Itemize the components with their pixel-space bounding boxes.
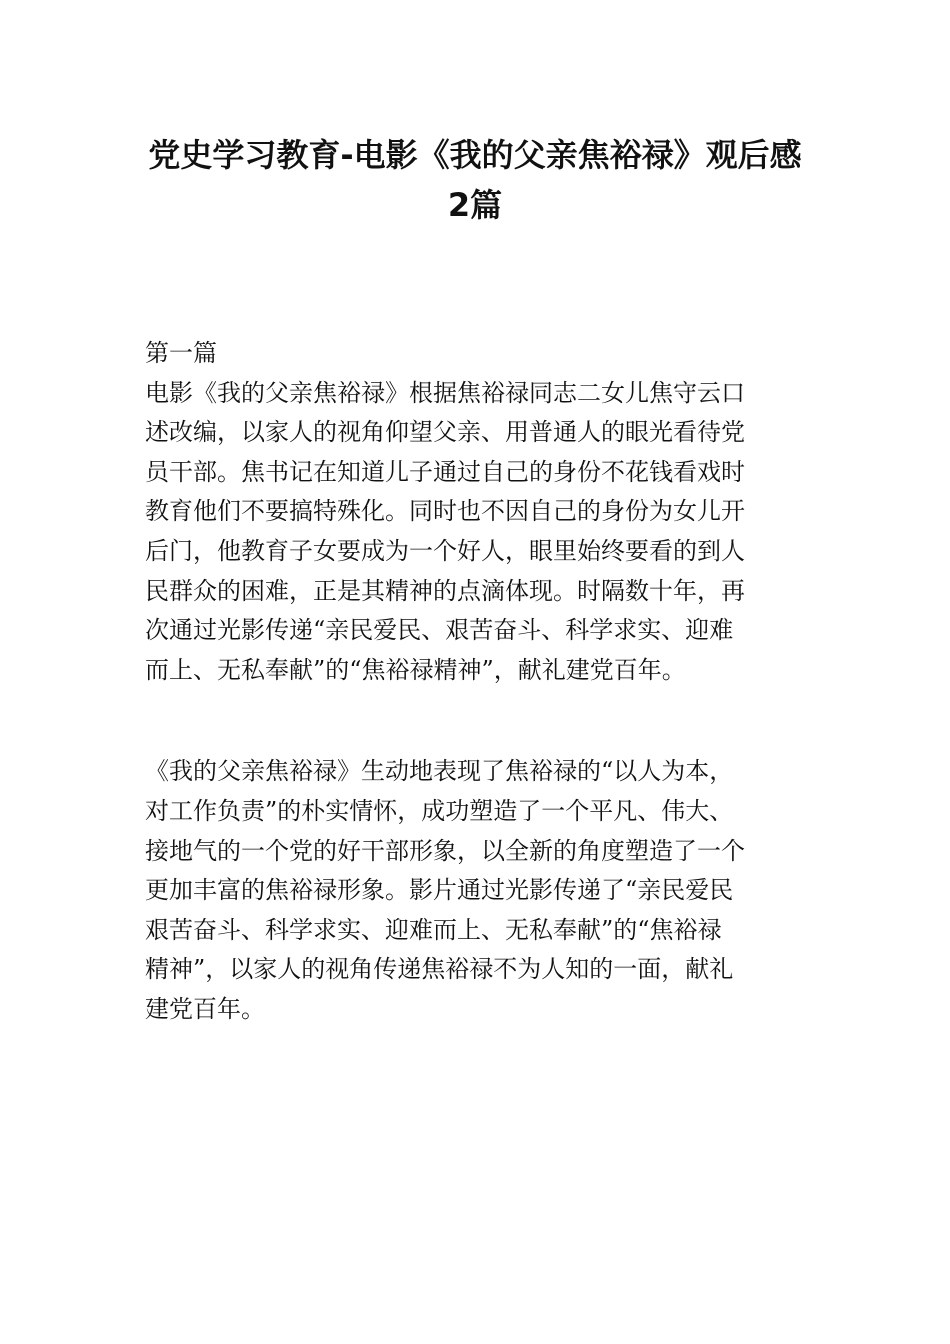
document-body — [145, 334, 810, 1030]
paragraph-1 — [145, 374, 810, 691]
paragraph-2 — [145, 752, 810, 1029]
paragraph-line: 精神”，以家人的视角传递焦裕禄不为人知的一面，献礼 — [145, 955, 734, 984]
title-line-2: 2篇 — [447, 186, 503, 224]
paragraph-line: 述改编，以家人的视角仰望父亲、用普通人的眼光看待党 — [145, 418, 745, 447]
paragraph-line: 民群众的困难，正是其精神的点滴体现。时隔数十年，再 — [145, 576, 745, 605]
paragraph-line: 电影《我的父亲焦裕禄》根据焦裕禄同志二女儿焦守云口 — [145, 378, 745, 407]
paragraph-line: 接地气的一个党的好干部形象，以全新的角度塑造了一个 — [145, 836, 745, 865]
paragraph-line: 教育他们不要搞特殊化。同时也不因自己的身份为女儿开 — [145, 497, 745, 526]
paragraph-line: 员干部。焦书记在知道儿子通过自己的身份不花钱看戏时 — [145, 457, 745, 486]
section-label: 第一篇 — [145, 339, 217, 367]
paragraph-line: 次通过光影传递“亲民爱民、艰苦奋斗、科学求实、迎难 — [145, 616, 734, 645]
title-line-1: 党史学习教育-电影《我的父亲焦裕禄》观后感 — [148, 136, 802, 174]
paragraph-line: 艰苦奋斗、科学求实、迎难而上、无私奉献”的“焦裕禄 — [145, 915, 722, 944]
paragraph-line: 更加丰富的焦裕禄形象。影片通过光影传递了“亲民爱民 — [145, 876, 734, 905]
paragraph-line: 建党百年。 — [145, 994, 265, 1023]
document-title — [120, 130, 830, 230]
paragraph-line: 后门，他教育子女要成为一个好人，眼里始终要看的到人 — [145, 536, 745, 565]
paragraph-line: 《我的父亲焦裕禄》生动地表现了焦裕禄的“以人为本， — [145, 757, 734, 786]
paragraph-spacer — [145, 690, 810, 752]
paragraph-line: 对工作负责”的朴实情怀，成功塑造了一个平凡、伟大、 — [145, 796, 734, 825]
paragraph-line: 而上、无私奉献”的“焦裕禄精神”，献礼建党百年。 — [145, 655, 686, 684]
